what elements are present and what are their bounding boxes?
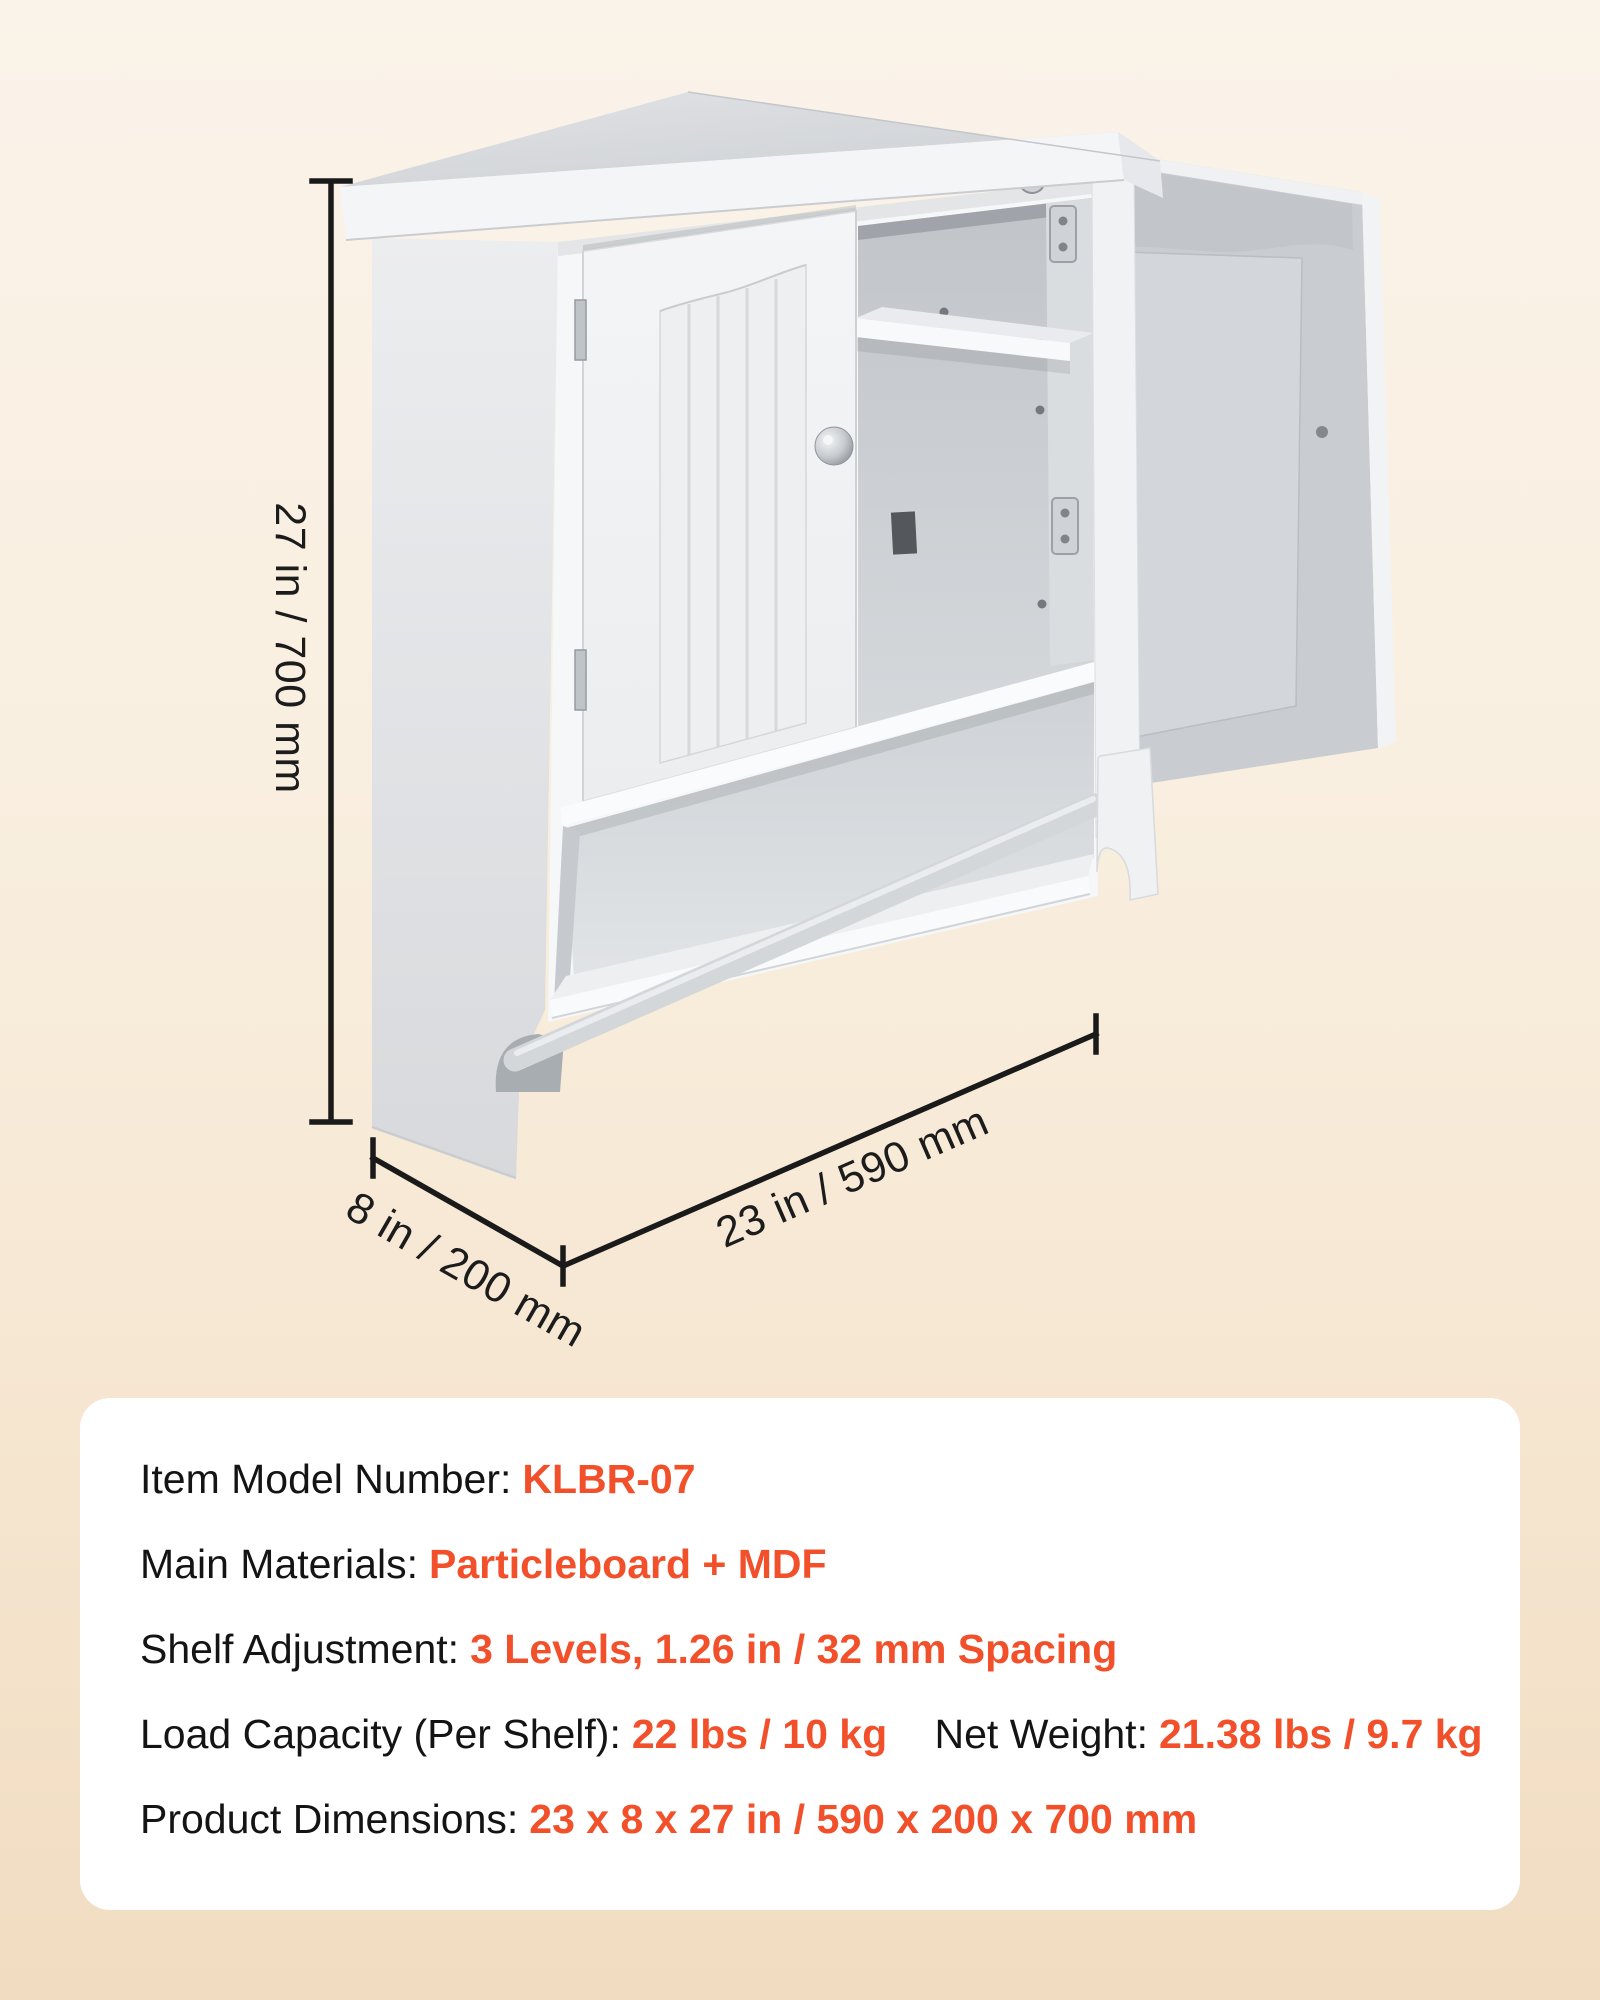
- upper-interior: [856, 162, 1094, 729]
- height-dimension: [266, 181, 350, 1122]
- spec-label: Load Capacity (Per Shelf):: [140, 1711, 621, 1757]
- closed-door: [575, 205, 856, 801]
- open-door-recessed-panel: [1120, 252, 1302, 740]
- spec-value: 22 lbs / 10 kg: [631, 1711, 888, 1757]
- spec-row-product-dimensions: [140, 1796, 1460, 1842]
- spec-row-shelf-adjustment: [140, 1626, 1460, 1672]
- shelf-pin-hole: [1036, 406, 1045, 415]
- spec-value: Particleboard + MDF: [428, 1541, 827, 1587]
- spec-value: 23 x 8 x 27 in / 590 x 200 x 700 mm: [529, 1796, 1198, 1842]
- spec-value: KLBR-07: [522, 1456, 696, 1502]
- spec-value: 21.38 lbs / 9.7 kg: [1158, 1711, 1483, 1757]
- mounting-slot: [891, 511, 917, 554]
- spec-row-materials: [140, 1541, 1460, 1587]
- spec-label: Main Materials:: [140, 1541, 418, 1587]
- spec-value: 3 Levels, 1.26 in / 32 mm Spacing: [470, 1626, 1118, 1672]
- spec-label: Product Dimensions:: [140, 1796, 519, 1842]
- depth-dimension-label: 8 in / 200 mm: [338, 1182, 594, 1358]
- interior-hinge-plate-bottom: [1052, 498, 1078, 554]
- width-dimension-line: [563, 1016, 1096, 1266]
- spec-panel: [80, 1398, 1520, 1910]
- right-bracket: [1097, 748, 1158, 900]
- width-dimension: [563, 1016, 1096, 1266]
- interior-right-wall: [1046, 198, 1094, 666]
- spec-pair-load-capacity: [140, 1711, 899, 1757]
- interior-hinge-plate-top: [1050, 206, 1076, 262]
- depth-dimension: [338, 1140, 594, 1357]
- height-dimension-line: [312, 181, 350, 1122]
- right-side-edge: [1092, 174, 1140, 838]
- spec-row-capacity-weight: [140, 1711, 1483, 1757]
- door-knob: [815, 427, 853, 465]
- spec-pair-net-weight: [935, 1711, 1483, 1757]
- open-door-screw: [1316, 426, 1328, 438]
- spec-label: Net Weight:: [934, 1711, 1148, 1757]
- closed-door-arch-panel: [660, 265, 806, 763]
- width-dimension-label: 23 in / 590 mm: [709, 1096, 996, 1258]
- shelf-pin-hole: [1038, 600, 1047, 609]
- cabinet-body: [372, 162, 1140, 1178]
- spec-row-model: [140, 1456, 1460, 1502]
- spec-label: Shelf Adjustment:: [140, 1626, 460, 1672]
- spec-label: Item Model Number:: [140, 1456, 512, 1502]
- height-dimension-label: 27 in / 700 mm: [266, 502, 314, 794]
